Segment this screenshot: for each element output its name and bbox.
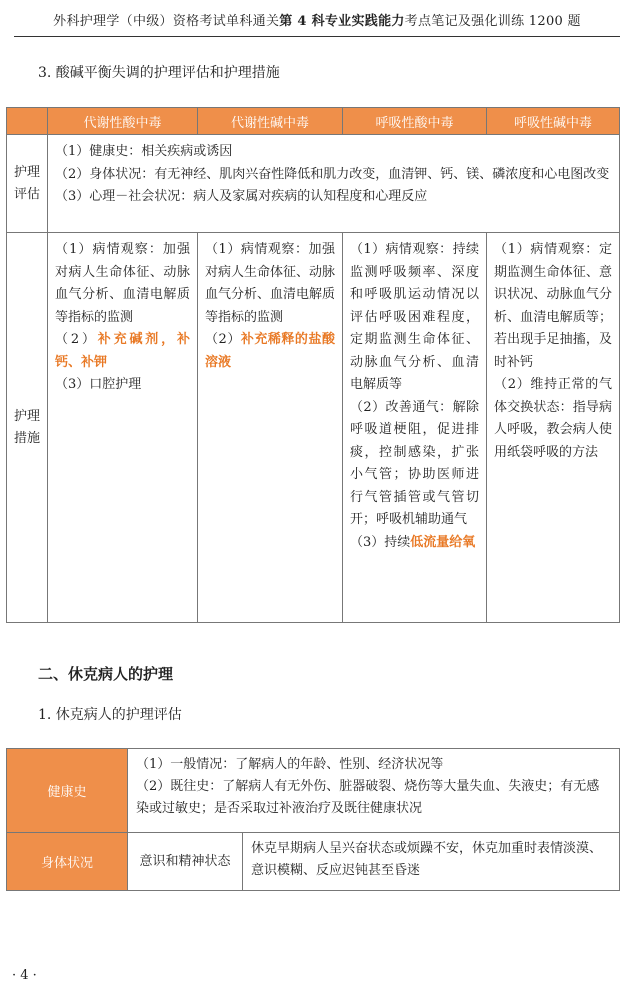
header-pre: 外科护理学（中级）资格考试单科通关 xyxy=(53,14,280,29)
measure-text: （2）补充碱剂，补钙、补钾 xyxy=(55,332,190,370)
assessment-content xyxy=(48,135,620,233)
section-3-title: 3. 酸碱平衡失调的护理评估和护理措施 xyxy=(38,65,280,81)
history-row xyxy=(7,749,620,833)
col-header-respiratory-acidosis: 呼吸性酸中毒 xyxy=(343,108,487,135)
measure-text: （2）改善通气：解除呼吸道梗阻，促进排痰，控制感染，扩张小气管；协助医师进行气管插管或气管切开；呼吸机辅助通气 xyxy=(350,399,479,527)
running-header xyxy=(0,10,634,29)
assessment-label: 护理评估 xyxy=(7,135,48,233)
header-rule xyxy=(14,36,620,37)
history-label: 健康史 xyxy=(7,749,128,833)
measures-metabolic-acidosis xyxy=(48,233,198,623)
col-header-respiratory-alkalosis: 呼吸性碱中毒 xyxy=(487,108,620,135)
acid-base-table xyxy=(6,107,620,623)
body-label: 身体状况 xyxy=(7,833,128,891)
body-content: 休克早期病人呈兴奋状态或烦躁不安，休克加重时表情淡漠、意识模糊、反应迟钝甚至昏迷 xyxy=(243,833,620,891)
history-line-1: （1）一般情况：了解病人的年龄、性别、经济状况等 xyxy=(136,757,444,772)
header-corner xyxy=(7,108,48,135)
measure-text: （1）病情观察：加强对病人生命体征、动脉血气分析、血清电解质等指标的监测 xyxy=(205,242,336,325)
table-header-row xyxy=(7,108,620,135)
measure-text: （3）口腔护理 xyxy=(55,377,142,392)
history-line-2: （2）既往史：了解病人有无外伤、脏器破裂、烧伤等大量失血、失液史；有无感染或过敏史；是否采取过补液治疗及既往健康状况 xyxy=(136,779,600,816)
measures-respiratory-alkalosis xyxy=(487,233,620,623)
measure-text: （1）病情观察：定期监测生命体征、意识状况、动脉血气分析、血清电解质等；若出现手足抽搐，及时补钙 xyxy=(494,242,612,370)
assessment-line-2: （2）身体状况：有无神经、肌肉兴奋性降低和肌力改变，血清钾、钙、镁、磷浓度和心电图改变 xyxy=(55,166,610,182)
assessment-row xyxy=(7,135,620,233)
measures-row xyxy=(7,233,620,623)
body-row xyxy=(7,833,620,891)
header-bold: 第 4 科专业实践能力 xyxy=(279,14,405,29)
measures-label: 护理措施 xyxy=(7,233,48,623)
measure-text: （1）病情观察：持续监测呼吸频率、深度和呼吸肌运动情况以评估呼吸困难程度，定期监测生命体征、动脉血气分析、血清电解质等 xyxy=(350,242,479,392)
assessment-line-3: （3）心理－社会状况：病人及家属对疾病的认知程度和心理反应 xyxy=(55,189,428,204)
measures-metabolic-alkalosis xyxy=(198,233,343,623)
highlight-text: 补充稀释的盐酸溶液 xyxy=(205,332,335,370)
measure-text: （1）病情观察：加强对病人生命体征、动脉血气分析、血清电解质等指标的监测 xyxy=(55,242,190,325)
col-header-metabolic-acidosis: 代谢性酸中毒 xyxy=(48,108,198,135)
assessment-line-1: （1）健康史：相关疾病或诱因 xyxy=(55,144,233,159)
section-2-title: 二、休克病人的护理 xyxy=(38,665,174,683)
section-1-title: 1. 休克病人的护理评估 xyxy=(38,707,182,723)
measures-respiratory-acidosis xyxy=(343,233,487,623)
page-number: · 4 · xyxy=(12,968,37,983)
measure-text: （2）补充稀释的盐酸溶液 xyxy=(205,332,335,370)
body-sub-label: 意识和精神状态 xyxy=(128,833,243,891)
highlight-text: 补充碱剂，补钙、补钾 xyxy=(55,332,190,370)
shock-assessment-table xyxy=(6,748,620,891)
col-header-metabolic-alkalosis: 代谢性碱中毒 xyxy=(198,108,343,135)
header-post: 考点笔记及强化训练 1200 题 xyxy=(404,14,581,29)
measure-text: （2）维持正常的气体交换状态：指导病人呼吸，教会病人使用纸袋呼吸的方法 xyxy=(494,377,612,460)
measure-text: （3）持续低流量给氧 xyxy=(350,534,476,550)
history-content xyxy=(128,749,620,833)
highlight-text: 低流量给氧 xyxy=(410,534,476,550)
